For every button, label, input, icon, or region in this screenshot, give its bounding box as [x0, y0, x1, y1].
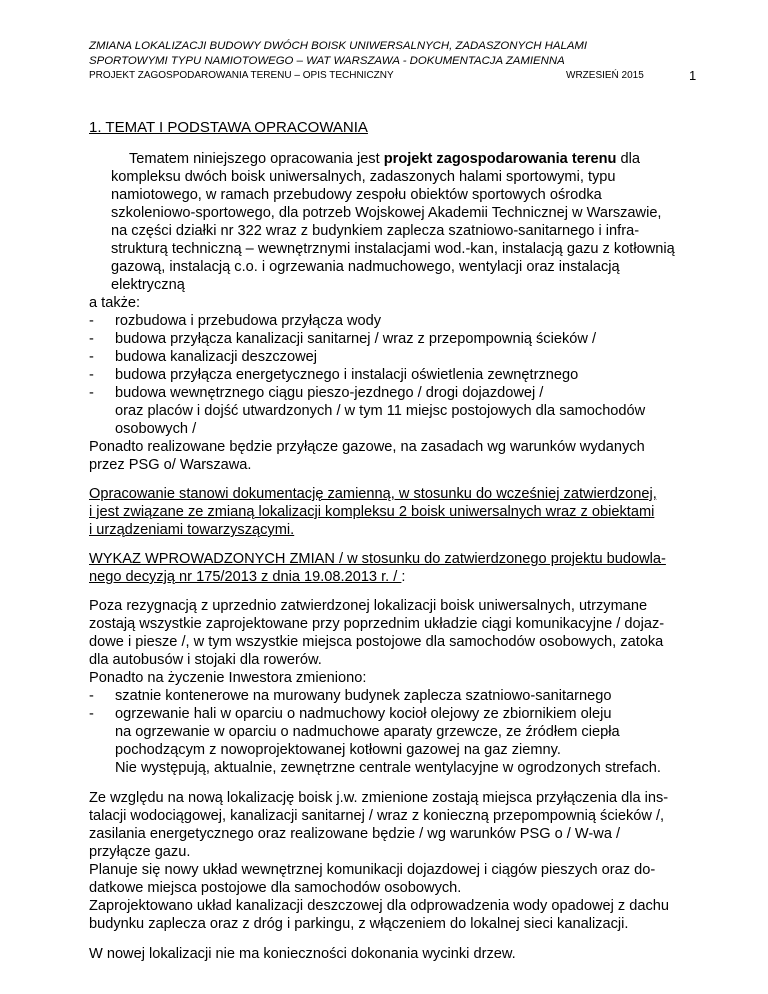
intro-bold-phrase: projekt zagospodarowania terenu	[383, 151, 617, 167]
changes-heading-text: nego decyzją nr 175/2013 z dnia 19.08.2013 r. /	[89, 569, 402, 585]
list-dash: -	[89, 349, 94, 365]
paragraph-line: datkowe miejsca postojowe dla samochodów osobowych.	[89, 880, 462, 896]
intro-text: Tematem niniejszego opracowania jest	[129, 151, 384, 167]
paragraph-line: Zaprojektowano układ kanalizacji deszczowej dla odprowadzenia wody opadowej z dachu	[89, 898, 670, 914]
paragraph-line: dla autobusów i stojaki dla rowerów.	[89, 652, 322, 668]
changes-heading-colon: :	[401, 569, 406, 585]
list-item-continuation: Nie występują, aktualnie, zewnętrzne centrale wentylacyjne w ogrodzonych strefach.	[115, 760, 661, 776]
replacement-line-1: Opracowanie stanowi dokumentację zamienną, w stosunku do wcześniej zatwierdzonej,	[89, 486, 657, 502]
page-number: 1	[689, 68, 697, 83]
paragraph-line: przyłącze gazu.	[89, 844, 191, 860]
intro-line-8: elektryczną	[111, 277, 185, 293]
list-dash: -	[89, 688, 94, 704]
paragraph-line: Ze względu na nową lokalizację boisk j.w. zmienione zostają miejsca przyłączenia dla ins-	[89, 790, 669, 806]
intro-line-6: strukturą techniczną – wewnętrznymi instalacjami wod.-kan, instalacją gazu z kotłownią	[111, 241, 675, 257]
intro-line-7: gazową, instalacją c.o. i ogrzewania nadmuchowego, wentylacji oraz instalacją	[111, 259, 620, 275]
intro-line-3: namiotowego, w ramach przebudowy zespołu obiektów sportowych ośrodka	[111, 187, 602, 203]
list-dash: -	[89, 385, 94, 401]
header-date: WRZESIEŃ 2015	[566, 70, 644, 81]
intro-line-4: szkoleniowo-sportowego, dla potrzeb Wojskowej Akademii Technicznej w Warszawie,	[111, 205, 662, 221]
list-dash: -	[89, 706, 94, 722]
intro-line-1	[129, 150, 640, 168]
list-dash: -	[89, 331, 94, 347]
document-header	[89, 39, 689, 69]
trees-note: W nowej lokalizacji nie ma konieczności dokonania wycinki drzew.	[89, 946, 516, 962]
paragraph-line: Planuje się nowy układ wewnętrznej komunikacji dojazdowej i ciągów pieszych oraz do-	[89, 862, 656, 878]
gas-line-2: przez PSG o/ Warszawa.	[89, 457, 252, 473]
gas-line-1: Ponadto realizowane będzie przyłącze gazowe, na zasadach wg warunków wydanych	[89, 439, 645, 455]
intro-text: dla	[616, 151, 640, 167]
list-item: rozbudowa i przebudowa przyłącza wody	[115, 313, 382, 329]
paragraph-line: dowe i piesze /, w tym wszystkie miejsca postojowe dla samochodów osobowych, zatoka	[89, 634, 664, 650]
list-item: budowa przyłącza kanalizacji sanitarnej / wraz z przepompownią ścieków /	[115, 331, 597, 347]
paragraph-line: zostają wszystkie zaprojektowane przy poprzednim układzie ciągi komunikacyjne / dojaz-	[89, 616, 665, 632]
section-title: 1. TEMAT I PODSTAWA OPRACOWANIA	[89, 119, 368, 136]
list-dash: -	[89, 313, 94, 329]
intro-line-2: kompleksu dwóch boisk uniwersalnych, zadaszonych halami sportowymi, typu	[111, 169, 616, 185]
list-item-continuation: osobowych /	[115, 421, 197, 437]
list-item-continuation: na ogrzewanie w oparciu o nadmuchowe aparaty grzewcze, ze źródłem ciepła	[115, 724, 620, 740]
paragraph-line: talacji wodociągowej, kanalizacji sanitarnej / wraz z konieczną przepompownią ścieków /,	[89, 808, 665, 824]
header-line-2: SPORTOWYMI TYPU NAMIOTOWEGO – WAT WARSZAWA - DOKUMENTACJA ZAMIENNA	[89, 55, 565, 67]
paragraph-line: budynku zaplecza oraz z dróg i parkingu, z włączeniem do lokalnej sieci kanalizacji.	[89, 916, 629, 932]
intro-line-5: na części działki nr 322 wraz z budynkiem zaplecza szatniowo-sanitarnego i infra-	[111, 223, 640, 239]
header-line-1: ZMIANA LOKALIZACJI BUDOWY DWÓCH BOISK UNIWERSALNYCH, ZADASZONYCH HALAMI	[89, 40, 588, 52]
changes-heading-line-2	[89, 568, 405, 586]
list-item-continuation: pochodzącym z nowoprojektowanej kotłowni gazowej na gaz ziemny.	[115, 742, 561, 758]
list-dash: -	[89, 367, 94, 383]
replacement-line-2: i jest związane ze zmianą lokalizacji kompleksu 2 boisk uniwersalnych wraz z obiektami	[89, 504, 655, 520]
list-item: budowa przyłącza energetycznego i instalacji oświetlenia zewnętrznego	[115, 367, 579, 383]
header-subtitle: PROJEKT ZAGOSPODAROWANIA TERENU – OPIS TECHNICZNY	[89, 70, 394, 81]
changes-heading-line-1: WYKAZ WPROWADZONYCH ZMIAN / w stosunku do zatwierdzonego projektu budowla-	[89, 551, 666, 567]
paragraph-line: Ponadto na życzenie Inwestora zmieniono:	[89, 670, 367, 686]
list-item: budowa kanalizacji deszczowej	[115, 349, 317, 365]
list-item-continuation: oraz placów i dojść utwardzonych / w tym 11 miejsc postojowych dla samochodów	[115, 403, 646, 419]
replacement-line-3: i urządzeniami towarzyszącymi.	[89, 522, 295, 538]
paragraph-line: Poza rezygnacją z uprzednio zatwierdzonej lokalizacji boisk uniwersalnych, utrzymane	[89, 598, 648, 614]
list-item: szatnie kontenerowe na murowany budynek zaplecza szatniowo-sanitarnego	[115, 688, 612, 704]
list-item: ogrzewanie hali w oparciu o nadmuchowy kocioł olejowy ze zbiornikiem oleju	[115, 706, 612, 722]
also-label: a także:	[89, 295, 141, 311]
list-item: budowa wewnętrznego ciągu pieszo-jezdnego / drogi dojazdowej /	[115, 385, 544, 401]
paragraph-line: zasilania energetycznego oraz realizowane będzie / wg warunków PSG o / W-wa /	[89, 826, 621, 842]
